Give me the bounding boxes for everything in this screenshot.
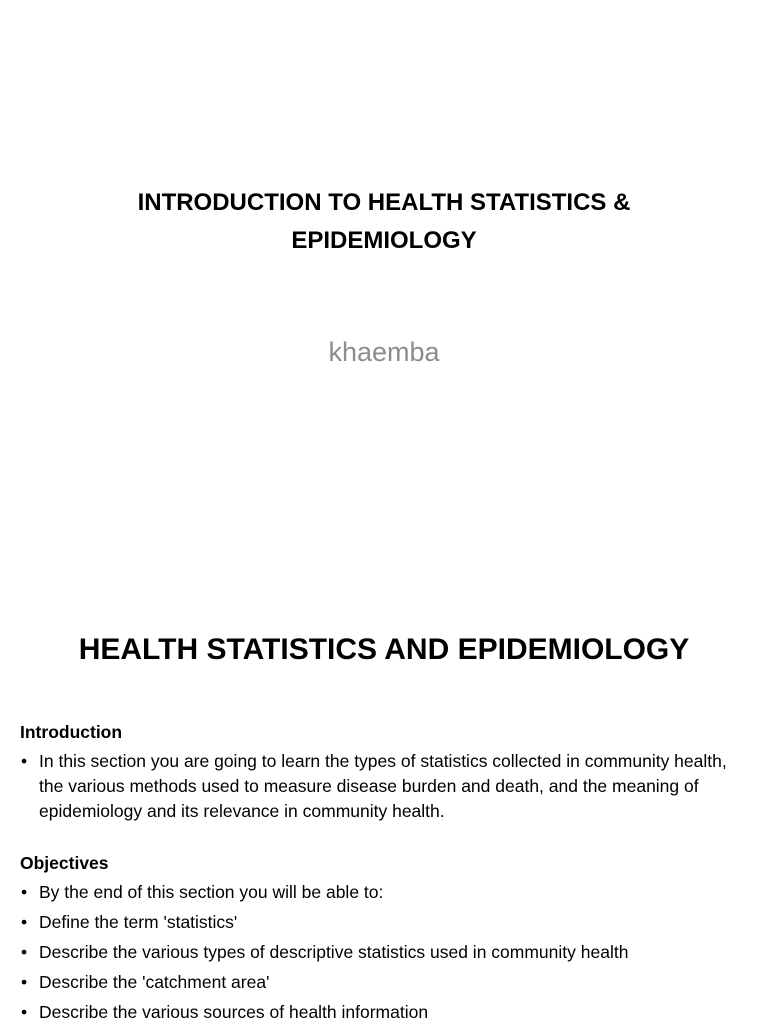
slide-title: HEALTH STATISTICS AND EPIDEMIOLOGY — [78, 633, 690, 666]
list-item-text: Describe the 'catchment area' — [39, 972, 270, 992]
list-item — [20, 880, 748, 905]
bullet-icon: • — [21, 751, 28, 771]
bullet-icon: • — [21, 942, 28, 962]
list-item-text: Describe the various sources of health information — [39, 1002, 429, 1022]
presentation-author: khaemba — [328, 337, 440, 367]
list-item — [20, 1000, 748, 1025]
bullet-icon: • — [21, 912, 28, 932]
slide-body — [20, 720, 748, 1030]
bullet-icon: • — [21, 1002, 28, 1022]
objectives-list — [20, 880, 748, 1025]
introduction-list — [20, 749, 748, 824]
list-item — [20, 749, 748, 824]
list-item-text: In this section you are going to learn the types of statistics collected in community health, the various methods used to measure disease burden and death, and the meaning of epidemiology and its relevance in community health. — [39, 751, 727, 821]
list-item-text: Define the term 'statistics' — [39, 912, 238, 932]
content-slide — [0, 596, 768, 1024]
presentation-title: INTRODUCTION TO HEALTH STATISTICS & EPIDEMIOLOGY — [137, 189, 631, 254]
section-spacer — [20, 829, 748, 851]
objectives-heading: Objectives — [20, 853, 109, 873]
list-item — [20, 970, 748, 995]
bullet-icon: • — [21, 972, 28, 992]
bullet-icon: • — [21, 882, 28, 902]
introduction-heading: Introduction — [20, 722, 123, 742]
list-item-text: By the end of this section you will be able to: — [39, 882, 384, 902]
list-item-text: Describe the various types of descriptive statistics used in community health — [39, 942, 629, 962]
list-item — [20, 940, 748, 965]
list-item — [20, 910, 748, 935]
